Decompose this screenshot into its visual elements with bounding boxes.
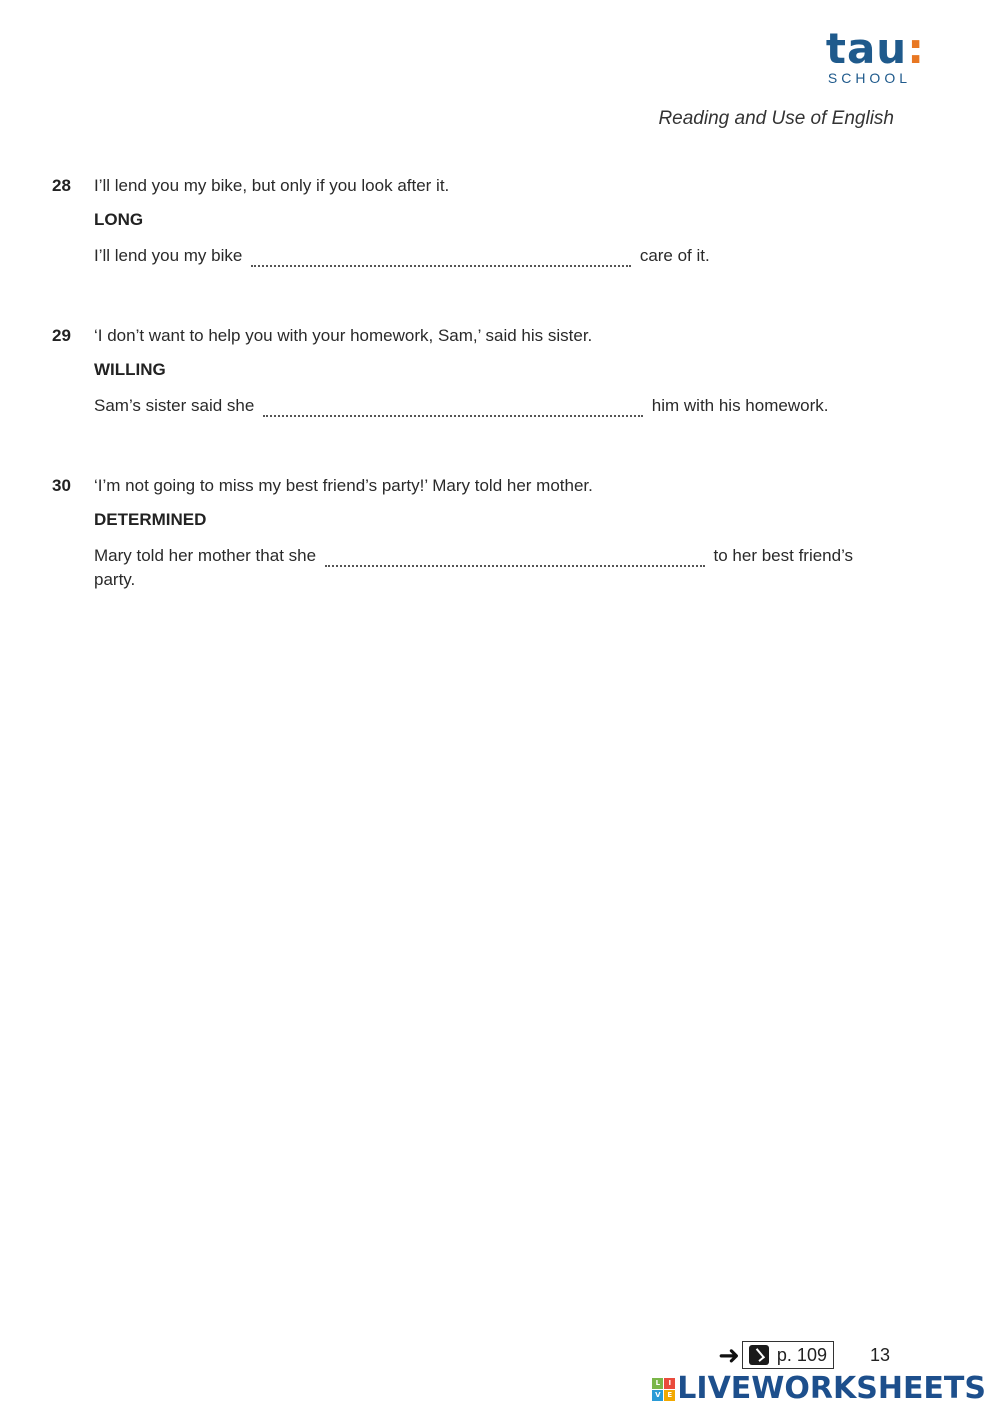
question-keyword: LONG: [94, 210, 144, 229]
page-footer: [718, 1340, 890, 1370]
question-28: [52, 176, 892, 268]
logo-subtitle: SCHOOL: [827, 70, 911, 86]
question-prompt: ‘I don’t want to help you with your homework, Sam,’ said his sister.: [94, 326, 593, 345]
section-title: Reading and Use of English: [658, 108, 894, 129]
question-number: 28: [52, 176, 71, 195]
page-number: 13: [869, 1344, 890, 1365]
reference-page: p. 109: [776, 1344, 827, 1365]
checkmark-icon: [749, 1345, 769, 1365]
question-keyword: DETERMINED: [94, 510, 207, 529]
question-keyword: WILLING: [94, 360, 166, 379]
answer-sentence: [94, 394, 884, 418]
liveworksheets-logo: [652, 1372, 986, 1406]
answer-text-before: I’ll lend you my bike: [94, 246, 243, 265]
answer-text-before: Mary told her mother that she: [94, 546, 317, 565]
answer-text-after: him with his homework.: [651, 396, 829, 415]
answer-text-after: to her best friend’s party.: [94, 546, 854, 589]
question-30: [52, 476, 892, 592]
answer-sentence: [94, 244, 884, 268]
question-prompt: I’ll lend you my bike, but only if you look after it.: [94, 176, 450, 195]
live-letter-l: L: [652, 1378, 663, 1389]
liveworksheets-wordmark: LIVEWORKSHEETS: [677, 1371, 986, 1406]
question-prompt: ‘I’m not going to miss my best friend’s party!’ Mary told her mother.: [94, 476, 593, 495]
live-icon: [652, 1378, 675, 1401]
logo-name: tau: [825, 24, 908, 73]
live-letter-e: E: [664, 1390, 675, 1401]
arrow-right-icon: ➜: [718, 1340, 740, 1370]
live-letter-i: I: [664, 1378, 675, 1389]
answer-input[interactable]: [325, 547, 705, 567]
question-number: 29: [52, 326, 71, 345]
answer-input[interactable]: [251, 247, 631, 267]
live-letter-v: V: [652, 1390, 663, 1401]
question-number: 30: [52, 476, 71, 495]
logo-mark: :: [907, 24, 924, 73]
tau-school-logo: [825, 24, 924, 86]
answer-text-before: Sam’s sister said she: [94, 396, 255, 415]
answer-input[interactable]: [263, 397, 643, 417]
grammar-reference-link[interactable]: [742, 1341, 834, 1369]
answer-text-after: care of it.: [639, 246, 710, 265]
answer-sentence: [94, 544, 884, 592]
question-29: [52, 326, 892, 418]
